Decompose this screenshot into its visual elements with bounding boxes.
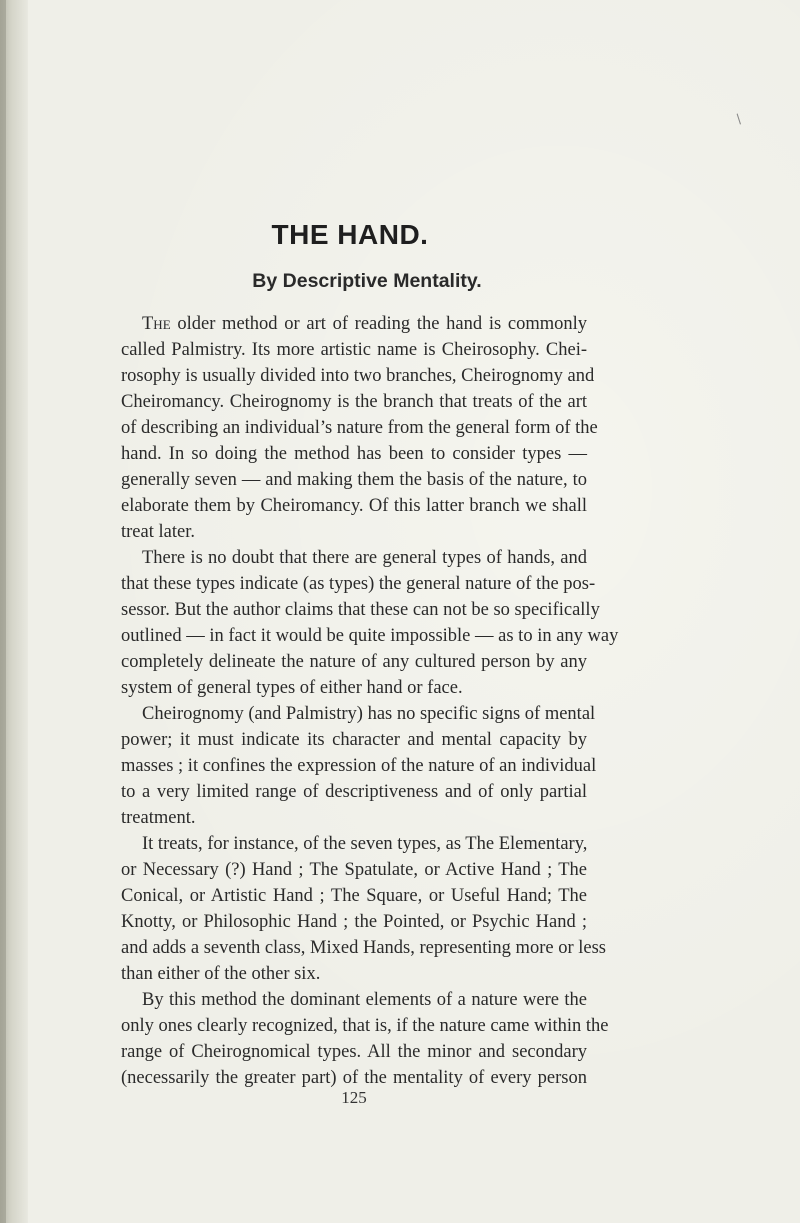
text-line: of describing an individual’s nature from the general form of the: [121, 418, 598, 438]
text-line: Conical, or Artistic Hand ; The Square, or Useful Hand; The: [121, 886, 587, 906]
text-line: and adds a seventh class, Mixed Hands, representing more or less: [121, 938, 606, 958]
text-line: It treats, for instance, of the seven types, as The Elementary,: [142, 834, 588, 854]
lead-word: The: [142, 314, 171, 334]
text-line: system of general types of either hand or face.: [121, 678, 463, 698]
text-line: There is no doubt that there are general types of hands, and: [142, 548, 587, 568]
binding-shadow: [0, 0, 6, 1223]
text-line: [142, 311, 587, 337]
text-line: sessor. But the author claims that these can not be so specifically: [121, 600, 600, 620]
text-line: Cheirognomy (and Palmistry) has no specific signs of mental: [142, 704, 596, 724]
text-line: treat later.: [121, 522, 195, 542]
text-line: only ones clearly recognized, that is, if the nature came within the: [121, 1016, 609, 1036]
text-line: Cheiromancy. Cheirognomy is the branch that treats of the art: [121, 392, 587, 412]
text-line: elaborate them by Cheiromancy. Of this latter branch we shall: [121, 496, 587, 516]
text-line: rosophy is usually divided into two branches, Cheirognomy and: [121, 366, 595, 386]
text-line: Knotty, or Philosophic Hand ; the Pointed, or Psychic Hand ;: [121, 912, 587, 932]
text-line: masses ; it confines the expression of the nature of an individual: [121, 756, 597, 776]
text-line: called Palmistry. Its more artistic name is Cheirosophy. Chei-: [121, 340, 587, 360]
pencil-tick-mark: /: [733, 112, 746, 127]
text-line: (necessarily the greater part) of the mentality of every person: [121, 1068, 587, 1088]
text-line: hand. In so doing the method has been to consider types —: [121, 444, 587, 464]
text-line: power; it must indicate its character and mental capacity by: [121, 730, 587, 750]
text-line: or Necessary (?) Hand ; The Spatulate, or Active Hand ; The: [121, 860, 587, 880]
page-title: THE HAND.: [271, 219, 429, 250]
text-line: completely delineate the nature of any cultured person by any: [121, 652, 587, 672]
text-line: that these types indicate (as types) the general nature of the pos-: [121, 574, 596, 594]
text-line: By this method the dominant elements of a nature were the: [142, 990, 587, 1010]
page-number: 125: [341, 1088, 367, 1107]
text-line: outlined — in fact it would be quite impossible — as to in any way: [121, 626, 619, 646]
text-line: to a very limited range of descriptiveness and of only partial: [121, 782, 587, 802]
text-line: treatment.: [121, 808, 196, 828]
text-line-rest: older method or art of reading the hand is commonly: [170, 314, 587, 334]
page-subtitle: By Descriptive Mentality.: [252, 270, 482, 292]
text-line: range of Cheirognomical types. All the minor and secondary: [121, 1042, 587, 1062]
text-line: generally seven — and making them the basis of the nature, to: [121, 470, 587, 490]
text-line: than either of the other six.: [121, 964, 321, 984]
